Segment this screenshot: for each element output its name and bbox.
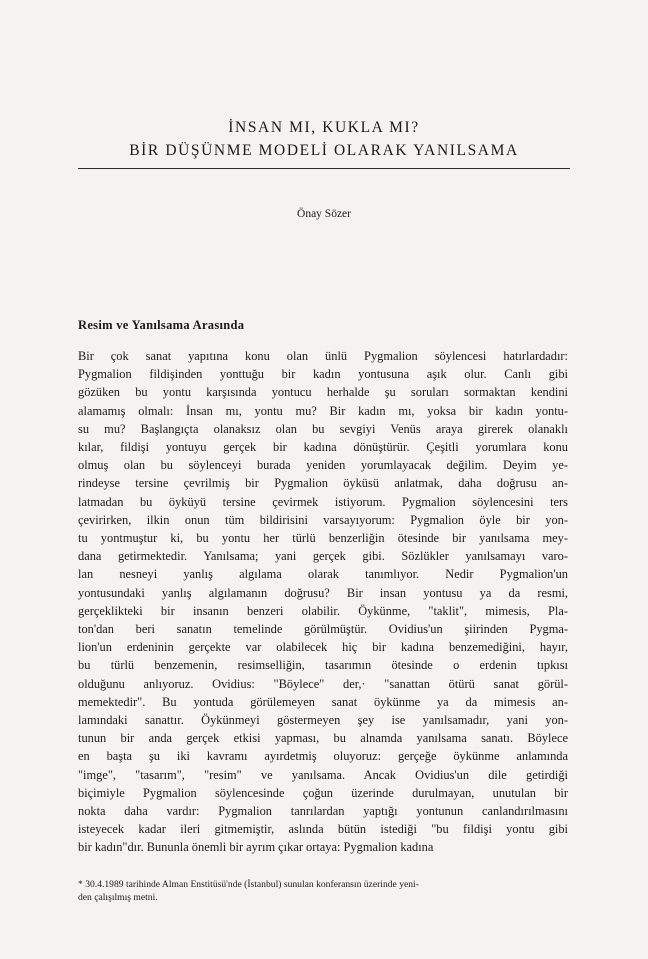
body-line: çevirirken, ilkin onun tüm bildirisini varsayıyorum: Pygmalion öyle bir yon- [78, 512, 568, 527]
author-name: Önay Sözer [297, 208, 351, 220]
body-line: lion'un erdeninin gerçekte var olabilecek hiç bir kadına benzemediğini, hayır, [78, 640, 568, 655]
body-line: bir kadın"dır. Bununla önemli bir ayrım çıkar ortaya: Pygmalion kadına [78, 840, 434, 855]
body-line: tunun bir anda gerçek etkisi yapması, bu alnamda yanılsama sanatı. Böylece [78, 731, 568, 746]
body-line: latmadan bu öyküyü tersine çevirmek istiyorum. Pygmalion söylencesini ters [78, 494, 568, 509]
body-line: kılar, fildişi yontuyu gerçek bir kadına dönüştürür. Çeşitli yorumlara konu [78, 440, 568, 455]
body-line: olduğunu anlıyoruz. Ovidius: "Böylece" der,· "sanattan ötürü sanat görül- [78, 676, 568, 691]
article-title [0, 118, 648, 161]
footnote [78, 878, 568, 904]
body-line: memektedir". Bu yontuda görülemeyen sanat öykünme ya da mimesis an- [78, 694, 568, 709]
body-line: gerçeklikteki bir insanın benzeri olabilir. Öykünme, "taklit", mimesis, Pla- [78, 603, 568, 618]
body-line: lan nesneyi yanlış algılama olarak tanımlıyor. Nedir Pygmalion'un [78, 567, 568, 582]
body-line: rindeyse tersine çevrilmiş bir Pygmalion öyküsü anlatmak, daha doğrusu an- [78, 476, 568, 491]
body-line: alamamış olmalı: İnsan mı, yontu mu? Bir kadın mı, yoksa bir kadın yontu- [78, 403, 568, 418]
body-line: en başta şu iki kavramı ayırdetmiş oluyoruz: gerçeğe öykünme anlamında [78, 749, 568, 764]
body-line: tu yontmuştur ki, bu yontu her türlü benzerliğin ötesinde bir yanılsama mey- [78, 531, 568, 546]
body-line: su mu? Başlangıçta olanaksız olan bu sevgiyi Venüs araya girerek olanaklı [78, 421, 568, 436]
title-rule [78, 168, 570, 169]
body-line: dana getirmektedir. Yanılsama; yani gerçek gibi. Sözlükler yanılsamayı varo- [78, 549, 568, 564]
body-line: isteyecek kadar ileri gitmemiştir, aslında bütün istediği "bu fildişi yontu gibi [78, 822, 568, 837]
body-line: ton'dan beri sanatın temelinde görülmüştür. Ovidius'un şiirinden Pygma- [78, 622, 568, 637]
title-line-1: İNSAN MI, KUKLA MI? [228, 119, 420, 136]
body-line: Bir çok sanat yapıtına konu olan ünlü Pygmalion söylencesi hatırlardadır: [78, 349, 568, 363]
title-line-2: BİR DÜŞÜNME MODELİ OLARAK YANILSAMA [129, 142, 519, 159]
body-line: bu türlü benzemenin, resimselliğin, tasarımın ötesinde o erdenin tıpkısı [78, 658, 568, 673]
body-line: yontusundaki yanlış algılamanın doğrusu? Bir insan yontusu ya da resmi, [78, 585, 568, 600]
body-line: lamındaki sanattır. Öykünmeyi göstermeyen şey ise yanılsamadır, yani yon- [78, 713, 568, 728]
body-line: olmuş olan bu söylenceyi burada yeniden yorumlayacak değilim. Deyim ye- [78, 458, 568, 473]
body-line: "imge", "tasarım", "resim" ve yanılsama. Ancak Ovidius'un dile getirdiği [78, 767, 568, 782]
footnote-line-2: den çalışılmış metni. [78, 892, 158, 903]
footnote-line-1: * 30.4.1989 tarihinde Alman Enstitüsü'nde (İstanbul) sunulan konferansın üzerinde yeni- [78, 879, 419, 890]
body-line: Pygmalion fildişinden yonttuğu bir kadın yontusuna aşık olur. Canlı gibi [78, 367, 568, 382]
section-heading: Resim ve Yanılsama Arasında [78, 318, 245, 332]
body-text [78, 347, 568, 857]
body-line: gözüken bu yontu karşısında yontucu herhalde şu soruları sormaktan kendini [78, 385, 568, 400]
body-line: nokta daha vardır: Pygmalion tanrılardan yaptığı yontunun canlandırılmasını [78, 804, 568, 819]
body-line: biçimiyle Pygmalion söylencesinde çoğun üzerinde durulmayan, unutulan bir [78, 785, 568, 800]
